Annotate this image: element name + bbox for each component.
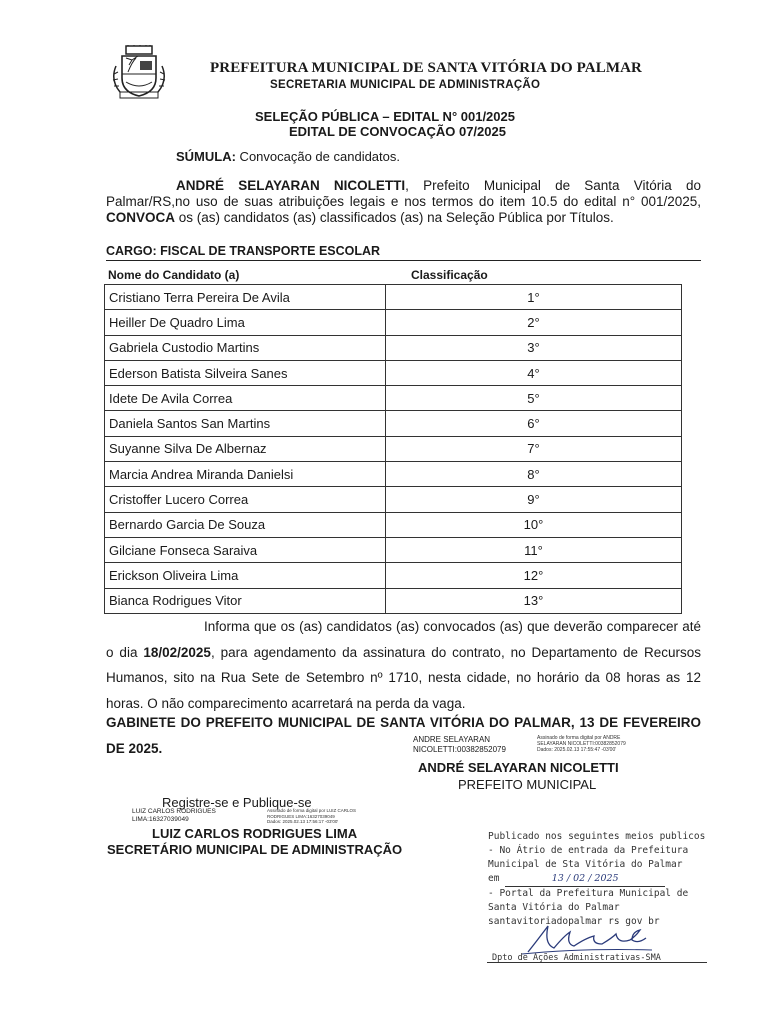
mayor-signer-line2: NICOLETTI:00382852079 [413, 745, 506, 754]
sumula-text: Convocação de candidatos. [235, 149, 400, 164]
divider [106, 260, 701, 261]
informa-paragraph [106, 614, 701, 716]
candidate-name: Suyanne Silva De Albernaz [105, 436, 386, 461]
candidate-name: Bianca Rodrigues Vitor [105, 588, 386, 613]
stamp-line1: Publicado nos seguintes meios publicos [488, 831, 706, 842]
mayor-digital-line2: SELAYARAN NICOLETTI:00382852079 [537, 741, 626, 747]
candidate-name: Cristiano Terra Pereira De Avila [105, 285, 386, 310]
stamp-footer: Dpto de Ações Administrativas-SMA [492, 953, 661, 963]
institution-title: PREFEITURA MUNICIPAL DE SANTA VITÓRIA DO PALMAR [210, 60, 642, 76]
secretary-digital-stamp [267, 808, 356, 825]
convocation-title: EDITAL DE CONVOCAÇÃO 07/2025 [289, 124, 506, 139]
candidate-name: Heiller De Quadro Lima [105, 310, 386, 335]
table-row [105, 386, 682, 411]
table-row [105, 588, 682, 613]
candidates-table [104, 284, 682, 614]
table-row [105, 310, 682, 335]
stamp-line5: - Portal da Prefeitura Municipal de [488, 888, 689, 899]
mayor-digital-line3: Dados: 2025.02.13 17:55:47 -03'00' [537, 747, 617, 753]
candidate-rank: 9° [386, 487, 682, 512]
candidate-rank: 12° [386, 563, 682, 588]
stamp-line2: - No Átrio de entrada da Prefeitura [488, 845, 689, 856]
candidate-name: Marcia Andrea Miranda Danielsi [105, 462, 386, 487]
candidate-rank: 7° [386, 436, 682, 461]
table-row [105, 563, 682, 588]
candidate-rank: 8° [386, 462, 682, 487]
intro-text-1: , Prefeito Municipal de Santa Vitória do Palmar/RS,no uso de suas atribuições legais e nos termos do item 10.5 do edital n° 001/2025, [106, 178, 701, 209]
stamp-date-prefix: em [488, 873, 500, 884]
table-header-name: Nome do Candidato (a) [108, 268, 240, 282]
registre-publique: Registre-se e Publique-se [162, 795, 312, 810]
candidate-name: Bernardo Garcia De Souza [105, 512, 386, 537]
informa-text-2: , para agendamento da assinatura do contrato, no Departamento de Recursos Humanos, sito na Rua Sete de Setembro nº 1710, nesta cidade, no horário da 08 horas as 12 horas. O não comparecimento acarretará na perda da vaga. [106, 644, 701, 711]
table-row [105, 512, 682, 537]
publication-stamp [488, 830, 710, 929]
sumula-label: SÚMULA: [176, 149, 236, 164]
candidate-name: Gilciane Fonseca Saraiva [105, 537, 386, 562]
stamp-line4 [488, 872, 710, 887]
mayor-digital-signer [413, 735, 506, 755]
secretary-digital-line2: RODRIGUES LIMA:16327039049 [267, 813, 335, 819]
candidate-name: Idete De Avila Correa [105, 386, 386, 411]
handwritten-signature-icon [520, 918, 660, 958]
mayor-digital-stamp [537, 735, 626, 753]
secretary-role: SECRETÁRIO MUNICIPAL DE ADMINISTRAÇÃO [107, 842, 403, 857]
mayor-signer-line1: ANDRE SELAYARAN [413, 735, 491, 744]
intro-text-2: os (as) candidatos (as) classificados (as) na Seleção Pública por Títulos. [175, 210, 614, 225]
secretary-name: LUIZ CARLOS RODRIGUES LIMA [152, 826, 358, 841]
candidate-rank: 2° [386, 310, 682, 335]
cargo-label: CARGO: FISCAL DE TRANSPORTE ESCOLAR [106, 244, 381, 258]
stamp-line3: Municipal de Sta Vitória do Palmar [488, 859, 683, 870]
mayor-digital-line1: Assinado de forma digital por ANDRE [537, 735, 621, 741]
table-row [105, 462, 682, 487]
secretary-digital-signer [132, 808, 216, 824]
candidate-name: Ederson Batista Silveira Sanes [105, 360, 386, 385]
coat-of-arms-icon [108, 44, 170, 100]
secretary-signer-line1: LUIZ CARLOS RODRIGUES [132, 808, 216, 815]
table-header-rank: Classificação [411, 268, 488, 282]
mayor-role: PREFEITO MUNICIPAL [458, 777, 597, 792]
table-row [105, 360, 682, 385]
mayor-name-inline: ANDRÉ SELAYARAN NICOLETTI [176, 178, 406, 193]
candidate-rank: 4° [386, 360, 682, 385]
table-row [105, 285, 682, 310]
candidate-rank: 10° [386, 512, 682, 537]
convoca-verb: CONVOCA [106, 210, 176, 225]
candidate-rank: 1° [386, 285, 682, 310]
department-title: SECRETARIA MUNICIPAL DE ADMINISTRAÇÃO [270, 79, 541, 91]
intro-paragraph [106, 178, 701, 226]
informa-text-1: Informa que os (as) candidatos (as) convocados (as) que deverão comparecer até o dia [106, 619, 701, 660]
sumula [176, 149, 400, 164]
secretary-digital-line3: Dados: 2025.02.13 17:56:17 -03'00' [267, 819, 339, 824]
candidate-rank: 5° [386, 386, 682, 411]
candidate-name: Gabriela Custodio Martins [105, 335, 386, 360]
stamp-line6: Santa Vitória do Palmar [488, 902, 620, 913]
table-row [105, 335, 682, 360]
gabinete-line: GABINETE DO PREFEITO MUNICIPAL DE SANTA VITÓRIA DO PALMAR, 13 DE FEVEREIRO DE 2025. [106, 715, 701, 756]
selection-title: SELEÇÃO PÚBLICA – EDITAL N° 001/2025 [255, 109, 515, 124]
candidate-name: Daniela Santos San Martins [105, 411, 386, 436]
table-row [105, 537, 682, 562]
candidate-rank: 11° [386, 537, 682, 562]
deadline-date: 18/02/2025 [143, 644, 211, 660]
candidate-name: Cristoffer Lucero Correa [105, 487, 386, 512]
table-row [105, 411, 682, 436]
secretary-digital-line1: Assinado de forma digital por LUIZ CARLOS [267, 808, 357, 813]
secretary-signer-line2: LIMA:16327039049 [132, 816, 189, 823]
mayor-name: ANDRÉ SELAYARAN NICOLETTI [418, 760, 619, 775]
candidate-rank: 6° [386, 411, 682, 436]
table-row [105, 487, 682, 512]
table-row [105, 436, 682, 461]
stamp-date: 13 / 02 / 2025 [505, 872, 665, 887]
stamp-line7: santavitoriadopalmar rs gov br [488, 916, 660, 927]
candidate-name: Erickson Oliveira Lima [105, 563, 386, 588]
candidate-rank: 3° [386, 335, 682, 360]
candidate-rank: 13° [386, 588, 682, 613]
